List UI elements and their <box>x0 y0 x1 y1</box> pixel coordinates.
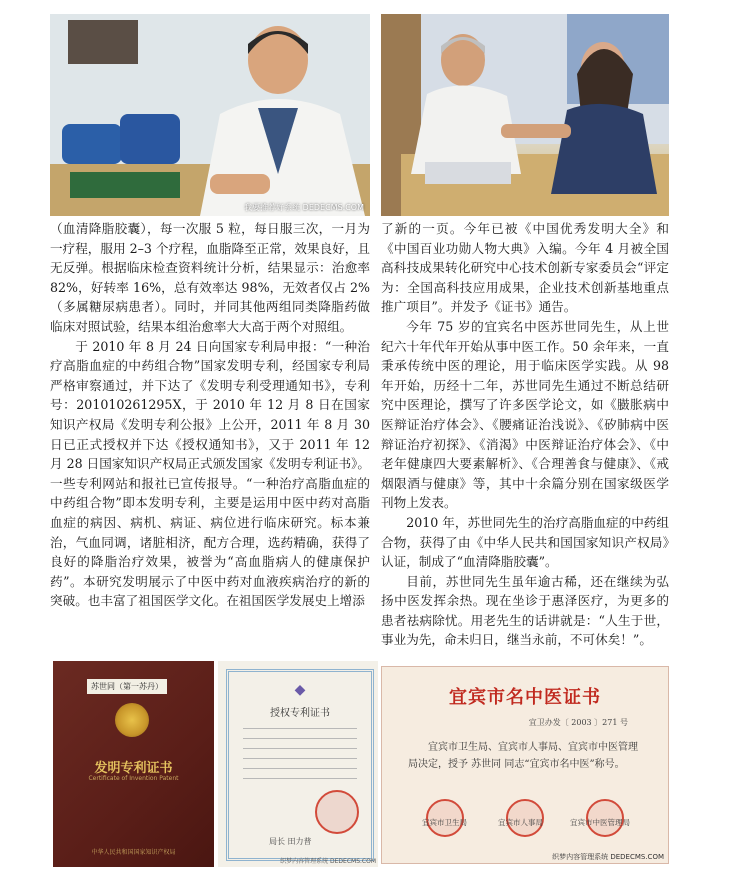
text-line <box>243 758 357 759</box>
paragraph: 今年 75 岁的宜宾名中医苏世同先生，从上世纪六十年代年开始从事中医工作。50 余年来，一直秉承传统中医的理论，用于临床医学实践。从 98 年开始，历经十二年，苏世同先生通过不断总结研究中医理论，撰写了许多医学论文，如《臌胀病中医辩证治疗体会》、《腰痛证治浅说》、《矽肺病中医辩证治疗初探》、《消渴》中医辩证治疗体会》、《中老年健康四大要素解析》、《合理善食与健康》、《戒烟限酒与健康》等，其中十余篇分别在国家级医学刊物上发表。 <box>381 318 669 511</box>
paragraph: （血清降脂胶囊），每一次服 5 粒，每日服三次，一月为一疗程，服用 2–3 个疗程，血脂降至正常，效果良好，且无反弹。根据临床检查资料统计分析，结果显示：治愈率 82%，好转率 16%，总有效率达 98%，无效者仅占 2%（多属糖尿病患者）。同时，并同其他两组同类降脂药做临床对照试验，结果本组治愈率大大高于两个对照组。 <box>50 221 370 334</box>
text-line <box>243 768 357 769</box>
paragraph: 目前，苏世同先生虽年逾古稀，还在继续为弘扬中医发挥余热。现在坐诊于惠泽医疗，为更多的患者祛病除忧。用老先生的话讲就是：“人生于世，事业为先，命未归日，继当永前，不可休矣！”。 <box>381 573 669 648</box>
photo-consultation-illustration <box>381 14 669 216</box>
text-line <box>243 778 357 779</box>
certificate-footer: 中华人民共和国国家知识产权局 <box>91 849 176 856</box>
article-right-column <box>381 219 669 650</box>
patent-grant-certificate <box>218 661 378 867</box>
photo-watermark: 我要推荐好系统 DEDECMS.COM <box>244 203 364 212</box>
official-seal-icon <box>315 790 359 834</box>
document-number: 宜卫办发〔 2003 〕271 号 <box>528 718 628 727</box>
director-signature: 局长 田力普 <box>269 837 312 846</box>
paragraph: 2010 年，苏世同先生的治疗高脂血症的中药组合物，获得了由《中华人民共和国国家知识产权局》认证，制成了“血清降脂胶囊”。 <box>381 514 669 570</box>
patent-office-logo-icon: ◆ <box>294 682 306 698</box>
issuer-personnel-bureau: 宜宾市人事局 <box>498 818 543 827</box>
national-emblem-icon <box>115 703 149 737</box>
issuer-health-bureau: 宜宾市卫生局 <box>422 818 467 827</box>
text-line <box>243 728 357 729</box>
photo-doctor-with-patient <box>381 14 669 216</box>
photo-doctor-at-desk-illustration <box>50 14 370 216</box>
certificate-border <box>226 669 374 861</box>
text-line <box>243 748 357 749</box>
certificate-subtitle: Certificate of Invention Patent <box>88 775 179 782</box>
certificate-name-label: 苏世同（第一苏丹） <box>87 679 167 694</box>
photo-doctor-at-desk <box>50 14 370 216</box>
article-left-column <box>50 219 370 611</box>
issuer-tcm-bureau: 宜宾市中医管理局 <box>570 818 630 827</box>
paragraph: 于 2010 年 8 月 24 日向国家专利局申报：“一种治疗高脂血症的中药组合物”国家发明专利，经国家专利局严格审察通过，并下达了《发明专利受理通知书》，专利号：201010261295X，于 2010 年 12 月 8 日在国家知识产权局《发明专利公报》上公开，2011 年 8 月 30 日已正式授权并下达《授权通知书》，又于 2011 年 12 月 28 日国家知识产权局正式颁发国家《发明专利证书》。一些专利网站和报社已宣传报导。“一种治疗高脂血症的中药组合物”即本发明专利，主要是运用中医中药对高脂血症的病因、病机、病证、病位进行临床研究。标本兼治，气血同调，诸脏相济，配方合理，选药精确，获得了良好的降脂治疗效果，被誉为“高血脂病人的健康保护药”。本研究发明展示了中医中药对血液疾病治疗的新的突破。也丰富了祖国医学文化。在祖国医学发展史上增添 <box>50 338 370 609</box>
certificate-watermark: 织梦内容管理系统 DEDECMS.COM <box>552 853 664 861</box>
paragraph: 了新的一页。今年已被《中国优秀发明大全》和《中国百业功勋人物大典》入编。今年 4 月被全国高科技成果转化研究中心技术创新专家委员会“评定为：全国高科技应用成果，企业技术创新基地重点推广项目”。并发予《证书》通告。 <box>381 221 669 315</box>
certificate-title: 授权专利证书 <box>270 708 330 719</box>
text-line <box>243 738 357 739</box>
certificate-title: 发明专利证书 <box>94 761 173 776</box>
invention-patent-certificate <box>53 661 214 867</box>
certificate-watermark: 织梦内容管理系统 DEDECMS.COM <box>280 858 376 865</box>
certificate-body: 宜宾市卫生局、宜宾市人事局、宜宾市中医管理局决定，授予 苏世同 同志“宜宾市名中医”称号。 <box>408 742 638 770</box>
yibin-famous-tcm-certificate <box>381 666 669 864</box>
certificate-title: 宜宾市名中医证书 <box>449 687 601 708</box>
